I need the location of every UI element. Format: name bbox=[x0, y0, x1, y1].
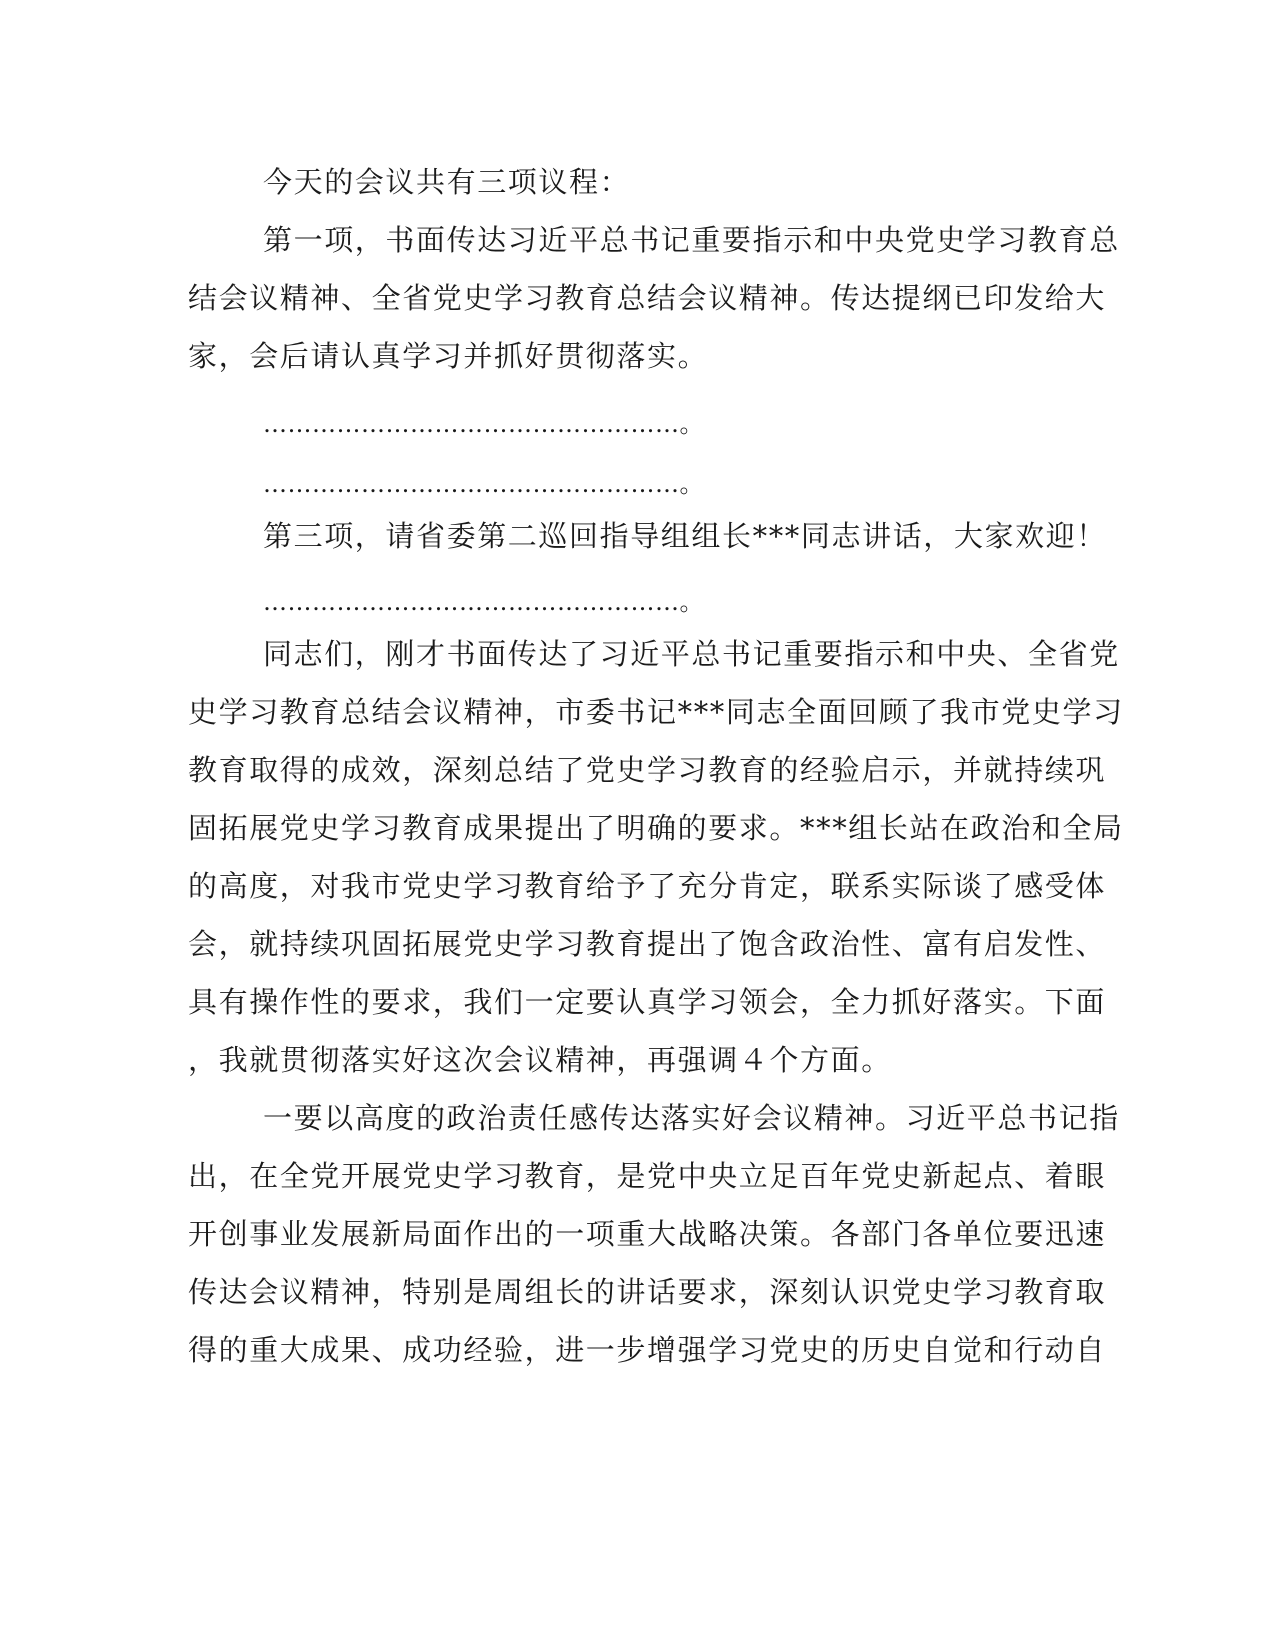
text-line: 教育取得的成效，深刻总结了党史学习教育的经验启示，并就持续巩 bbox=[188, 753, 1107, 787]
text-line: 第三项，请省委第二巡回指导组组长***同志讲话，大家欢迎！ bbox=[263, 519, 1107, 553]
text-line: 传达会议精神，特别是周组长的讲话要求，深刻认识党史学习教育取 bbox=[188, 1275, 1107, 1309]
text-line: 第一项，书面传达习近平总书记重要指示和中央党史学习教育总 bbox=[263, 223, 1120, 257]
text-line: 一要以高度的政治责任感传达落实好会议精神。习近平总书记指 bbox=[263, 1101, 1120, 1135]
text-line: 固拓展党史学习教育成果提出了明确的要求。***组长站在政治和全局 bbox=[188, 811, 1124, 845]
text-line: 家，会后请认真学习并抓好贯彻落实。 bbox=[188, 339, 709, 373]
text-line: 开创事业发展新局面作出的一项重大战略决策。各部门各单位要迅速 bbox=[188, 1217, 1107, 1251]
text-line: 今天的会议共有三项议程： bbox=[263, 165, 631, 199]
text-line: 史学习教育总结会议精神，市委书记***同志全面回顾了我市党史学习 bbox=[188, 695, 1124, 729]
text-line: 具有操作性的要求，我们一定要认真学习领会，全力抓好落实。下面 bbox=[188, 985, 1107, 1019]
ellipsis-line: ……………………………………………。 bbox=[263, 470, 704, 498]
ellipsis-line: ……………………………………………。 bbox=[263, 410, 704, 438]
text-line: 得的重大成果、成功经验，进一步增强学习党史的历史自觉和行动自 bbox=[188, 1333, 1107, 1367]
text-line: 的高度，对我市党史学习教育给予了充分肯定，联系实际谈了感受体 bbox=[188, 869, 1107, 903]
text-line: 结会议精神、全省党史学习教育总结会议精神。传达提纲已印发给大 bbox=[188, 281, 1107, 315]
text-line: 会，就持续巩固拓展党史学习教育提出了饱含政治性、富有启发性、 bbox=[188, 927, 1107, 961]
text-line: 出，在全党开展党史学习教育，是党中央立足百年党史新起点、着眼 bbox=[188, 1159, 1107, 1193]
ellipsis-line: ……………………………………………。 bbox=[263, 588, 704, 616]
text-line: 同志们，刚才书面传达了习近平总书记重要指示和中央、全省党 bbox=[263, 637, 1120, 671]
text-line: ，我就贯彻落实好这次会议精神，再强调４个方面。 bbox=[188, 1043, 892, 1077]
